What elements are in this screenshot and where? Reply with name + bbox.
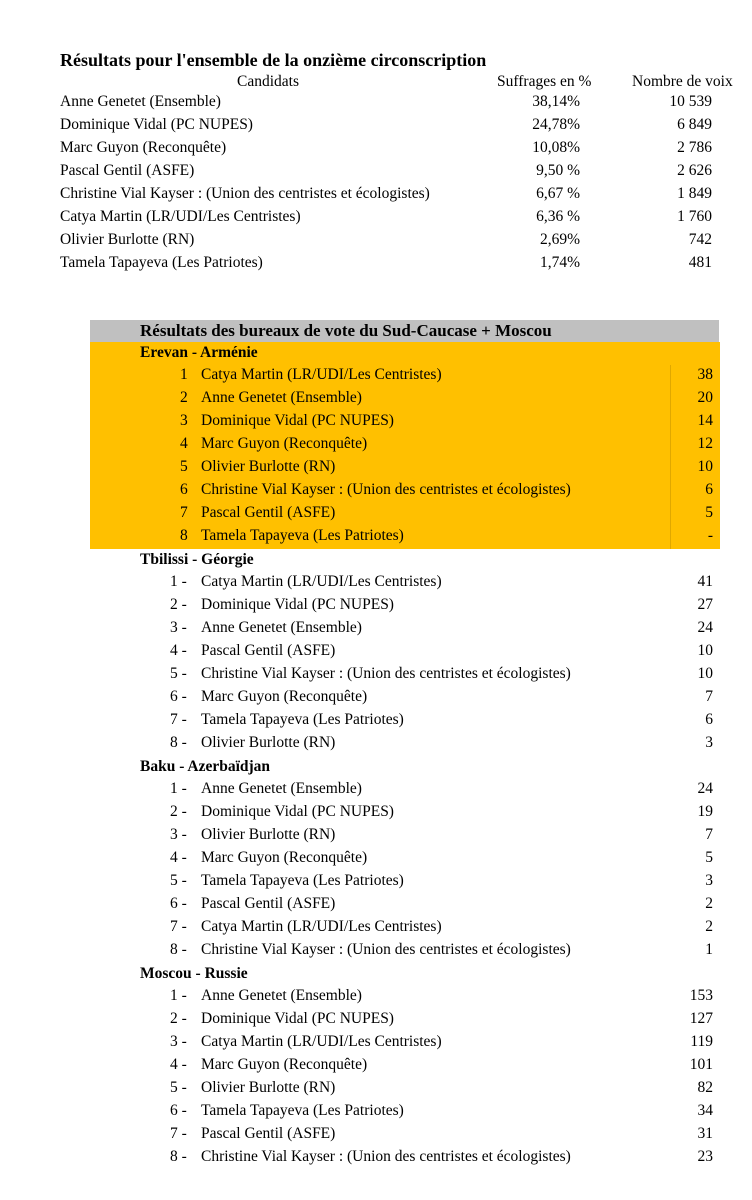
candidate-votes: 23 [697, 1148, 713, 1165]
rank: 4 [180, 435, 188, 452]
candidate-name: Olivier Burlotte (RN) [60, 231, 195, 248]
bureau-row [0, 895, 752, 918]
candidate-votes: 101 [689, 1056, 713, 1073]
rank: 7 [180, 504, 188, 521]
candidate-name: Christine Vial Kayser : (Union des centristes et écologistes) [201, 665, 571, 682]
bureau-row [0, 1010, 752, 1033]
candidate-votes: 19 [697, 803, 713, 820]
bureau-row [0, 849, 752, 872]
candidate-pct: 24,78% [532, 116, 580, 133]
bureau-row [0, 688, 752, 711]
rank: 6 - [170, 688, 187, 705]
candidate-name: Tamela Tapayeva (Les Patriotes) [201, 711, 404, 728]
summary-title: Résultats pour l'ensemble de la onzième circonscription [60, 50, 487, 70]
candidate-name: Catya Martin (LR/UDI/Les Centristes) [201, 918, 442, 935]
city-heading: Baku - Azerbaïdjan [140, 758, 271, 775]
bureau-row [0, 504, 752, 527]
candidate-name: Tamela Tapayeva (Les Patriotes) [201, 1102, 404, 1119]
rank: 6 [180, 481, 188, 498]
bureau-row [0, 987, 752, 1010]
candidate-name: Anne Genetet (Ensemble) [201, 619, 362, 636]
rank: 5 - [170, 665, 187, 682]
candidate-name: Pascal Gentil (ASFE) [201, 1125, 336, 1142]
bureaux-title: Résultats des bureaux de vote du Sud-Caucase + Moscou [140, 321, 552, 340]
bureau-row [0, 642, 752, 665]
bureau-row [0, 596, 752, 619]
candidate-name: Catya Martin (LR/UDI/Les Centristes) [201, 366, 442, 383]
candidate-name: Olivier Burlotte (RN) [201, 826, 336, 843]
candidate-name: Dominique Vidal (PC NUPES) [60, 116, 253, 133]
rank: 4 - [170, 642, 187, 659]
candidate-votes: 20 [697, 389, 713, 406]
candidate-votes: 14 [697, 412, 713, 429]
candidate-name: Anne Genetet (Ensemble) [201, 780, 362, 797]
candidate-votes: 7 [705, 826, 713, 843]
candidate-name: Catya Martin (LR/UDI/Les Centristes) [201, 1033, 442, 1050]
rank: 7 - [170, 711, 187, 728]
candidate-name: Dominique Vidal (PC NUPES) [201, 803, 394, 820]
rank: 7 - [170, 1125, 187, 1142]
candidate-name: Pascal Gentil (ASFE) [60, 162, 195, 179]
header-candidats: Candidats [237, 73, 299, 90]
rank: 1 [180, 366, 188, 383]
candidate-votes: 2 [705, 918, 713, 935]
candidate-votes: 3 [705, 872, 713, 889]
candidate-votes: 1 [705, 941, 713, 958]
rank: 6 - [170, 1102, 187, 1119]
rank: 7 - [170, 918, 187, 935]
candidate-votes: 127 [689, 1010, 713, 1027]
candidate-votes: 6 [705, 481, 713, 498]
candidate-name: Pascal Gentil (ASFE) [201, 504, 336, 521]
candidate-pct: 38,14% [532, 93, 580, 110]
summary-row [0, 231, 752, 254]
candidate-name: Marc Guyon (Reconquête) [201, 849, 368, 866]
bureau-row [0, 366, 752, 389]
rank: 2 - [170, 1010, 187, 1027]
candidate-name: Marc Guyon (Reconquête) [201, 1056, 368, 1073]
bureau-row [0, 527, 752, 550]
candidate-name: Pascal Gentil (ASFE) [201, 642, 336, 659]
bureau-row [0, 573, 752, 596]
candidate-votes: 481 [688, 254, 712, 271]
candidate-name: Anne Genetet (Ensemble) [201, 987, 362, 1004]
candidate-name: Marc Guyon (Reconquête) [60, 139, 227, 156]
bureau-row [0, 1056, 752, 1079]
bureaux-title-bar [90, 320, 719, 342]
rank: 8 - [170, 941, 187, 958]
rank: 8 - [170, 734, 187, 751]
candidate-votes: - [707, 527, 713, 544]
candidate-votes: 6 [705, 711, 713, 728]
candidate-votes: 82 [697, 1079, 713, 1096]
candidate-name: Tamela Tapayeva (Les Patriotes) [201, 872, 404, 889]
candidate-votes: 6 849 [677, 116, 712, 133]
candidate-votes: 10 [697, 665, 713, 682]
candidate-votes: 7 [705, 688, 713, 705]
candidate-name: Catya Martin (LR/UDI/Les Centristes) [60, 208, 301, 225]
rank: 5 - [170, 872, 187, 889]
rank: 1 - [170, 573, 187, 590]
rank: 5 - [170, 1079, 187, 1096]
rank: 8 - [170, 1148, 187, 1165]
city-heading: Erevan - Arménie [140, 344, 258, 361]
candidate-votes: 5 [705, 504, 713, 521]
rank: 3 - [170, 1033, 187, 1050]
bureau-row [0, 826, 752, 849]
rank: 6 - [170, 895, 187, 912]
rank: 4 - [170, 849, 187, 866]
summary-row [0, 254, 752, 277]
rank: 3 - [170, 826, 187, 843]
candidate-votes: 153 [689, 987, 713, 1004]
city-heading: Tbilissi - Géorgie [140, 551, 254, 568]
candidate-pct: 1,74% [539, 254, 580, 271]
candidate-name: Tamela Tapayeva (Les Patriotes) [201, 527, 404, 544]
candidate-votes: 5 [705, 849, 713, 866]
candidate-pct: 10,08% [532, 139, 580, 156]
bureau-row [0, 711, 752, 734]
candidate-votes: 27 [697, 596, 713, 613]
candidate-name: Olivier Burlotte (RN) [201, 458, 336, 475]
candidate-name: Dominique Vidal (PC NUPES) [201, 596, 394, 613]
rank: 2 - [170, 803, 187, 820]
candidate-name: Catya Martin (LR/UDI/Les Centristes) [201, 573, 442, 590]
candidate-name: Marc Guyon (Reconquête) [201, 688, 368, 705]
bureau-row [0, 780, 752, 803]
candidate-name: Dominique Vidal (PC NUPES) [201, 412, 394, 429]
rank: 3 [180, 412, 188, 429]
candidate-name: Christine Vial Kayser : (Union des centristes et écologistes) [201, 1148, 571, 1165]
bureau-row [0, 458, 752, 481]
bureau-row [0, 1033, 752, 1056]
candidate-name: Christine Vial Kayser : (Union des centristes et écologistes) [201, 481, 571, 498]
candidate-votes: 1 760 [677, 208, 712, 225]
bureau-row [0, 412, 752, 435]
candidate-votes: 2 786 [677, 139, 712, 156]
candidate-votes: 2 626 [677, 162, 712, 179]
summary-row [0, 116, 752, 139]
city-heading: Moscou - Russie [140, 965, 248, 982]
bureau-row [0, 665, 752, 688]
bureau-row [0, 1079, 752, 1102]
candidate-votes: 2 [705, 895, 713, 912]
bureau-row [0, 1125, 752, 1148]
candidate-votes: 10 539 [669, 93, 712, 110]
header-suffrages: Suffrages en % [497, 73, 592, 90]
bureau-row [0, 941, 752, 964]
rank: 2 - [170, 596, 187, 613]
bureau-row [0, 1148, 752, 1171]
candidate-pct: 2,69% [539, 231, 580, 248]
bureau-row [0, 619, 752, 642]
candidate-pct: 6,36 % [536, 208, 580, 225]
candidate-name: Marc Guyon (Reconquête) [201, 435, 368, 452]
bureau-row [0, 481, 752, 504]
candidate-votes: 1 849 [677, 185, 712, 202]
candidate-votes: 10 [697, 458, 713, 475]
rank: 3 - [170, 619, 187, 636]
rank: 1 - [170, 780, 187, 797]
rank: 2 [180, 389, 188, 406]
candidate-votes: 119 [690, 1033, 713, 1050]
candidate-name: Tamela Tapayeva (Les Patriotes) [60, 254, 263, 271]
candidate-name: Dominique Vidal (PC NUPES) [201, 1010, 394, 1027]
bureau-row [0, 389, 752, 412]
summary-row [0, 208, 752, 231]
candidate-votes: 24 [697, 780, 713, 797]
candidate-votes: 742 [688, 231, 712, 248]
bureau-row [0, 803, 752, 826]
candidate-name: Anne Genetet (Ensemble) [201, 389, 362, 406]
bureau-row [0, 872, 752, 895]
candidate-votes: 12 [697, 435, 713, 452]
summary-row [0, 162, 752, 185]
summary-row [0, 139, 752, 162]
bureau-row [0, 918, 752, 941]
summary-row [0, 185, 752, 208]
bureau-row [0, 734, 752, 757]
candidate-votes: 31 [697, 1125, 713, 1142]
rank: 5 [180, 458, 188, 475]
candidate-name: Pascal Gentil (ASFE) [201, 895, 336, 912]
candidate-votes: 41 [697, 573, 713, 590]
candidate-name: Olivier Burlotte (RN) [201, 734, 336, 751]
rank: 8 [180, 527, 188, 544]
candidate-name: Christine Vial Kayser : (Union des centristes et écologistes) [60, 185, 430, 202]
rank: 4 - [170, 1056, 187, 1073]
candidate-votes: 34 [697, 1102, 713, 1119]
candidate-name: Anne Genetet (Ensemble) [60, 93, 221, 110]
candidate-name: Olivier Burlotte (RN) [201, 1079, 336, 1096]
summary-row [0, 93, 752, 116]
rank: 1 - [170, 987, 187, 1004]
candidate-votes: 24 [697, 619, 713, 636]
bureau-row [0, 1102, 752, 1125]
candidate-votes: 38 [697, 366, 713, 383]
candidate-pct: 9,50 % [536, 162, 580, 179]
candidate-votes: 10 [697, 642, 713, 659]
header-voix: Nombre de voix [632, 73, 733, 90]
candidate-pct: 6,67 % [536, 185, 580, 202]
candidate-name: Christine Vial Kayser : (Union des centristes et écologistes) [201, 941, 571, 958]
candidate-votes: 3 [705, 734, 713, 751]
bureau-row [0, 435, 752, 458]
